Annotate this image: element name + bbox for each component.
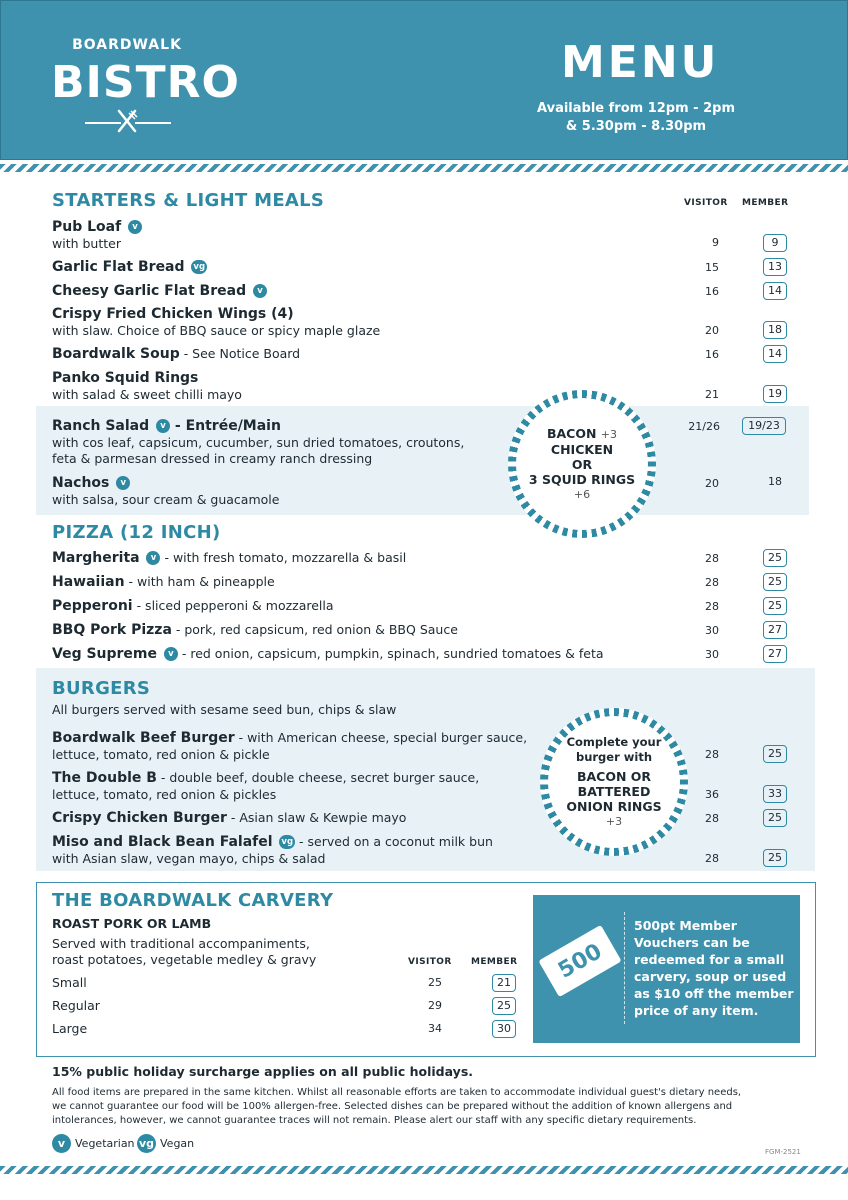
member-price: 14 (763, 345, 787, 363)
carvery-subtitle: ROAST PORK OR LAMB (52, 916, 212, 931)
vegan-badge: vg (281, 837, 294, 847)
visitor-price: 15 (705, 261, 719, 274)
member-price: 19 (763, 385, 787, 403)
vegetarian-badge: v (52, 1134, 71, 1153)
visitor-price: 30 (705, 648, 719, 661)
vegetarian-badge: v (164, 647, 178, 661)
visitor-price: 21 (705, 388, 719, 401)
member-price: 19/23 (742, 417, 786, 435)
visitor-price: 28 (705, 576, 719, 589)
starters-title: STARTERS & LIGHT MEALS (52, 190, 325, 211)
pizza-title: PIZZA (12 INCH) (52, 522, 221, 543)
menu-item: Crispy Fried Chicken Wings (4) with slaw. Choice of BBQ sauce or spicy maple glaze (52, 306, 381, 338)
carvery-size: Large (52, 1021, 88, 1036)
member-price: 33 (763, 785, 787, 803)
brand-title: BISTRO (51, 57, 240, 108)
member-price: 30 (492, 1020, 516, 1038)
visitor-price: 36 (705, 788, 719, 801)
burgers-intro: All burgers served with sesame seed bun, chips & slaw (52, 702, 397, 717)
allergen-note: All food items are prepared in the same kitchen. Whilst all reasonable efforts are taken to accommodate individual guest's dietary needs, we cannot guarantee our food will be 100% allergen-free. Selected dishes can be prepared without the addition of known allergens and intolerances, however, we cannot guarantee traces will not remain. Please alert our staff with any specific dietary requirements. (52, 1087, 742, 1126)
member-price: 25 (492, 997, 516, 1015)
brand-subtitle: BOARDWALK (72, 37, 182, 53)
burgers-title: BURGERS (52, 678, 151, 699)
menu-item: Boardwalk Soup - See Notice Board (52, 346, 301, 362)
menu-item: Ranch Salad v - Entrée/Main with cos leaf, capsicum, cucumber, sun dried tomatoes, croutons, feta & parmesan dressed in creamy ranch dressing (52, 418, 465, 466)
fork-knife-icon (115, 109, 139, 135)
addon-circle-text: Complete your burger with BACON OR BATTERED ONION RINGS +3 (548, 716, 680, 848)
surcharge-note: 15% public holiday surcharge applies on all public holidays. (52, 1064, 474, 1079)
visitor-column-header: VISITOR (684, 198, 728, 208)
member-price: 9 (763, 234, 787, 252)
visitor-column-header: VISITOR (408, 957, 452, 967)
menu-item: Panko Squid Rings with salad & sweet chilli mayo (52, 370, 242, 402)
legend-vegetarian: v Vegetarian (52, 1134, 135, 1153)
menu-item: Miso and Black Bean Falafel vg - served on a coconut milk bun with Asian slaw, vegan mayo, chips & salad (52, 834, 493, 866)
member-price: 25 (763, 745, 787, 763)
visitor-price: 28 (705, 552, 719, 565)
addon-circle-text: BACON +3 CHICKEN OR 3 SQUID RINGS +6 (516, 398, 648, 530)
menu-item: Cheesy Garlic Flat Bread v (52, 282, 672, 300)
visitor-price: 9 (712, 236, 719, 249)
visitor-price: 28 (705, 600, 719, 613)
member-column-header: MEMBER (742, 198, 789, 208)
stripe-divider (0, 164, 848, 172)
vegan-badge: vg (193, 262, 206, 272)
carvery-title: THE BOARDWALK CARVERY (52, 890, 334, 911)
menu-item: Veg Supreme v - red onion, capsicum, pumpkin, spinach, sundried tomatoes & feta (52, 646, 604, 662)
member-price: 25 (763, 573, 787, 591)
menu-item: Boardwalk Beef Burger - with American cheese, special burger sauce, lettuce, tomato, red onion & pickle (52, 730, 528, 762)
menu-item: Pub Loaf v with butter (52, 218, 672, 252)
menu-item: Nachos v with salsa, sour cream & guacamole (52, 475, 280, 507)
visitor-price: 20 (705, 477, 719, 490)
page-title: MENU (561, 37, 720, 88)
visitor-price: 16 (705, 285, 719, 298)
member-price: 14 (763, 282, 787, 300)
vegetarian-badge: v (146, 551, 160, 565)
header-banner (0, 0, 848, 160)
divider (624, 912, 625, 1024)
menu-item: The Double B - double beef, double cheese, secret burger sauce, lettuce, tomato, red onion & pickles (52, 770, 480, 802)
member-column-header: MEMBER (471, 957, 518, 967)
visitor-price: 20 (705, 324, 719, 337)
menu-item: BBQ Pork Pizza - pork, red capsicum, red onion & BBQ Sauce (52, 622, 458, 638)
member-price: 18 (768, 475, 782, 488)
carvery-size: Small (52, 975, 87, 990)
visitor-price: 28 (705, 748, 719, 761)
visitor-price: 34 (428, 1022, 442, 1035)
visitor-price: 21/26 (688, 420, 720, 433)
carvery-desc: Served with traditional accompaniments, (52, 936, 310, 951)
vegetarian-badge: v (253, 284, 267, 298)
vegetarian-badge: v (128, 220, 142, 234)
voucher-ticket-icon: 500 (538, 925, 621, 997)
visitor-price: 16 (705, 348, 719, 361)
carvery-desc: roast potatoes, vegetable medley & gravy (52, 952, 317, 967)
member-price: 27 (763, 621, 787, 639)
vegetarian-badge: v (116, 476, 130, 490)
visitor-price: 28 (705, 852, 719, 865)
member-price: 25 (763, 597, 787, 615)
menu-item: Garlic Flat Bread vg (52, 259, 206, 275)
member-price: 18 (763, 321, 787, 339)
legend-vegan: vg Vegan (137, 1134, 194, 1153)
visitor-price: 29 (428, 999, 442, 1012)
document-code: FGM-2521 (765, 1148, 801, 1156)
member-price: 25 (763, 849, 787, 867)
menu-item: Margherita v - with fresh tomato, mozzarella & basil (52, 550, 407, 566)
vegan-badge: vg (137, 1134, 156, 1153)
member-price: 25 (763, 549, 787, 567)
member-price: 21 (492, 974, 516, 992)
menu-item: Pepperoni - sliced pepperoni & mozzarella (52, 598, 334, 614)
member-price: 25 (763, 809, 787, 827)
visitor-price: 30 (705, 624, 719, 637)
vegetarian-badge: v (156, 419, 170, 433)
voucher-promo-text: 500pt Member Vouchers can be redeemed for a small carvery, soup or used as $10 off the member price of any item. (634, 918, 794, 1018)
divider (135, 122, 171, 124)
member-price: 27 (763, 645, 787, 663)
menu-item: Hawaiian - with ham & pineapple (52, 574, 275, 590)
stripe-divider (0, 1166, 848, 1174)
menu-item: Crispy Chicken Burger - Asian slaw & Kewpie mayo (52, 810, 407, 826)
carvery-size: Regular (52, 998, 100, 1013)
member-price: 13 (763, 258, 787, 276)
visitor-price: 28 (705, 812, 719, 825)
visitor-price: 25 (428, 976, 442, 989)
availability-text: Available from 12pm - 2pm & 5.30pm - 8.30pm (537, 101, 735, 134)
